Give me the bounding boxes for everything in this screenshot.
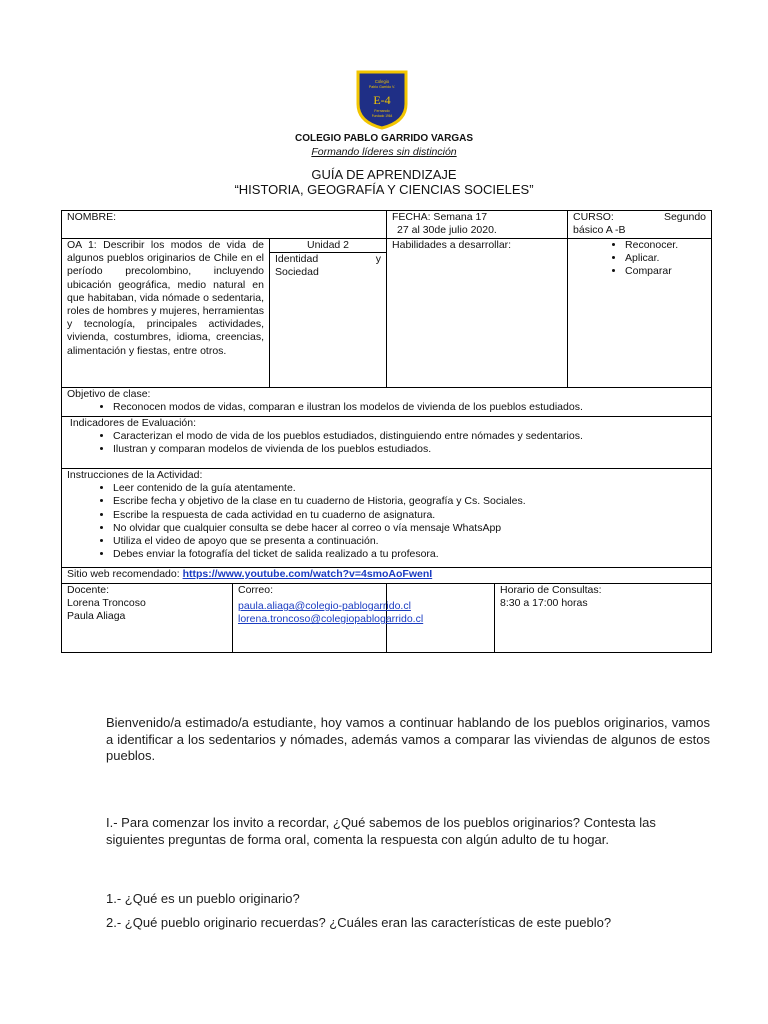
correo-horario-cell: [387, 584, 712, 653]
table-row: [62, 388, 712, 417]
fecha-line1: FECHA: Semana 17: [392, 211, 488, 223]
list-item: • Reconocer.: [625, 239, 706, 252]
unidad-text-b: Sociedad: [275, 266, 319, 279]
section-1-instructions: I.- Para comenzar los invito a recordar, ¿Qué sabemos de los pueblos originarios? Contesta las siguientes preguntas de forma oral, comenta la respuesta con algún adulto de tu hogar.: [106, 815, 656, 847]
unidad-cell: [270, 239, 387, 388]
docente-name-1: Lorena Troncoso: [67, 597, 146, 610]
horario-label: Horario de Consultas:: [500, 584, 602, 596]
guide-info-table: [61, 210, 712, 653]
docente-name-2: Paula Aliaga: [67, 610, 126, 623]
objetivo-label: Objetivo de clase:: [67, 388, 151, 400]
indicadores-cell: [62, 417, 712, 469]
nombre-cell: [62, 211, 387, 239]
table-row: [62, 568, 712, 584]
intro-paragraph: Bienvenido/a estimado/a estudiante, hoy vamos a continuar hablando de los pueblos originarios, vamos a identificar a los sedentarios y nómades, además vamos a comparar las viviendas de algunos de estos pueblos.: [106, 715, 710, 763]
oa-cell: [62, 239, 270, 388]
list-item: • Debes enviar la fotografía del ticket de salida realizado a tu profesora.: [113, 548, 706, 561]
table-row: [62, 469, 712, 568]
fecha-cell: [387, 211, 568, 239]
habilidades-list: [573, 239, 706, 279]
school-crest-logo: [356, 70, 408, 130]
list-item: • Aplicar.: [625, 252, 706, 265]
svg-text:Colegio: Colegio: [374, 79, 390, 84]
guide-title-line2: “HISTORIA, GEOGRAFÍA Y CIENCIAS SOCIELES”: [234, 182, 534, 197]
email-link-paula[interactable]: paula.aliaga@colegio-pablogarrido.cl: [238, 600, 411, 612]
sitio-cell: [62, 568, 712, 584]
guide-title: [0, 167, 768, 197]
list-item: • Escribe la respuesta de cada actividad en tu cuaderno de asignatura.: [113, 509, 706, 522]
correo-links: [238, 600, 423, 626]
docente-label: Docente:: [67, 584, 110, 596]
table-row: [62, 417, 712, 469]
correo-label: Correo:: [238, 584, 274, 596]
horario-value: 8:30 a 17:00 horas: [500, 597, 588, 610]
nombre-label: NOMBRE:: [67, 211, 117, 223]
svg-text:Fernando: Fernando: [374, 109, 390, 113]
unidad-text-y: y: [375, 253, 382, 266]
sitio-label: Sitio web recomendado:: [67, 568, 183, 580]
curso-cell: [568, 211, 712, 239]
svg-text:Fundado 1964: Fundado 1964: [371, 114, 393, 118]
fecha-line2: 27 al 30de julio 2020.: [397, 224, 497, 237]
curso-value-b: básico A -B: [573, 224, 626, 237]
list-item: • Caracterizan el modo de vida de los pueblos estudiados, distinguiendo entre nómades y sedentarios.: [113, 430, 706, 443]
list-item: • Leer contenido de la guía atentamente.: [113, 482, 706, 495]
list-item: • Ilustran y comparan modelos de vivienda de los pueblos estudiados.: [113, 443, 706, 456]
school-name: COLEGIO PABLO GARRIDO VARGAS: [295, 133, 473, 144]
instrucciones-cell: [62, 469, 712, 568]
list-item: • Reconocen modos de vidas, comparan e ilustran los modelos de vivienda de los pueblos estudiados.: [113, 401, 706, 414]
instrucciones-label: Instrucciones de la Actividad:: [67, 469, 203, 481]
svg-text:Pablo Garrido V.: Pablo Garrido V.: [368, 85, 396, 89]
habilidades-list-cell: [568, 239, 712, 388]
instrucciones-list: [67, 482, 706, 561]
objetivo-list: [67, 401, 706, 414]
question-1: 1.- ¿Qué es un pueblo originario?: [106, 891, 300, 906]
list-item: • Escribe fecha y objetivo de la clase en tu cuaderno de Historia, geografía y Cs. Sociales.: [113, 495, 706, 508]
list-item: • No olvidar que cualquier consulta se debe hacer al correo o vía mensaje WhatsApp: [113, 522, 706, 535]
unidad-title: Unidad 2: [270, 239, 386, 253]
curso-label: CURSO:: [573, 211, 614, 223]
youtube-link[interactable]: https://www.youtube.com/watch?v=4smoAoFwenI: [182, 568, 433, 580]
oa-text: OA 1: Describir los modos de vida de algunos pueblos originarios de Chile en el período precolombino, incluyendo ubicación geográfica, medio natural en que habitaban, vida nómade o sedentaria, roles de hombres y mujeres, herramientas y tecnología, principales actividades, vivienda, costumbres, idioma, creencias, alimentación y fiestas, entre otros.: [67, 239, 264, 357]
list-item: • Utiliza el video de apoyo que se presenta a continuación.: [113, 535, 706, 548]
school-motto: Formando líderes sin distinción: [311, 146, 457, 158]
guide-title-line1: GUÍA DE APRENDIZAJE: [311, 167, 457, 182]
curso-value-a: Segundo: [663, 211, 707, 223]
list-item: • Comparar: [625, 265, 706, 278]
objetivo-cell: [62, 388, 712, 417]
indicadores-list: [67, 430, 706, 456]
habilidades-cell: [387, 239, 568, 388]
indicadores-label: Indicadores de Evaluación:: [67, 417, 196, 429]
unidad-text-a: Identidad: [275, 253, 319, 266]
table-row: [62, 239, 712, 388]
table-row: [62, 211, 712, 239]
habilidades-label: Habilidades a desarrollar:: [392, 239, 512, 251]
email-link-lorena[interactable]: lorena.troncoso@colegiopablogarrido.cl: [238, 613, 424, 626]
question-2: 2.- ¿Qué pueblo originario recuerdas? ¿Cuáles eran las características de este pueblo?: [106, 915, 612, 930]
svg-text:E-4: E-4: [373, 93, 391, 107]
